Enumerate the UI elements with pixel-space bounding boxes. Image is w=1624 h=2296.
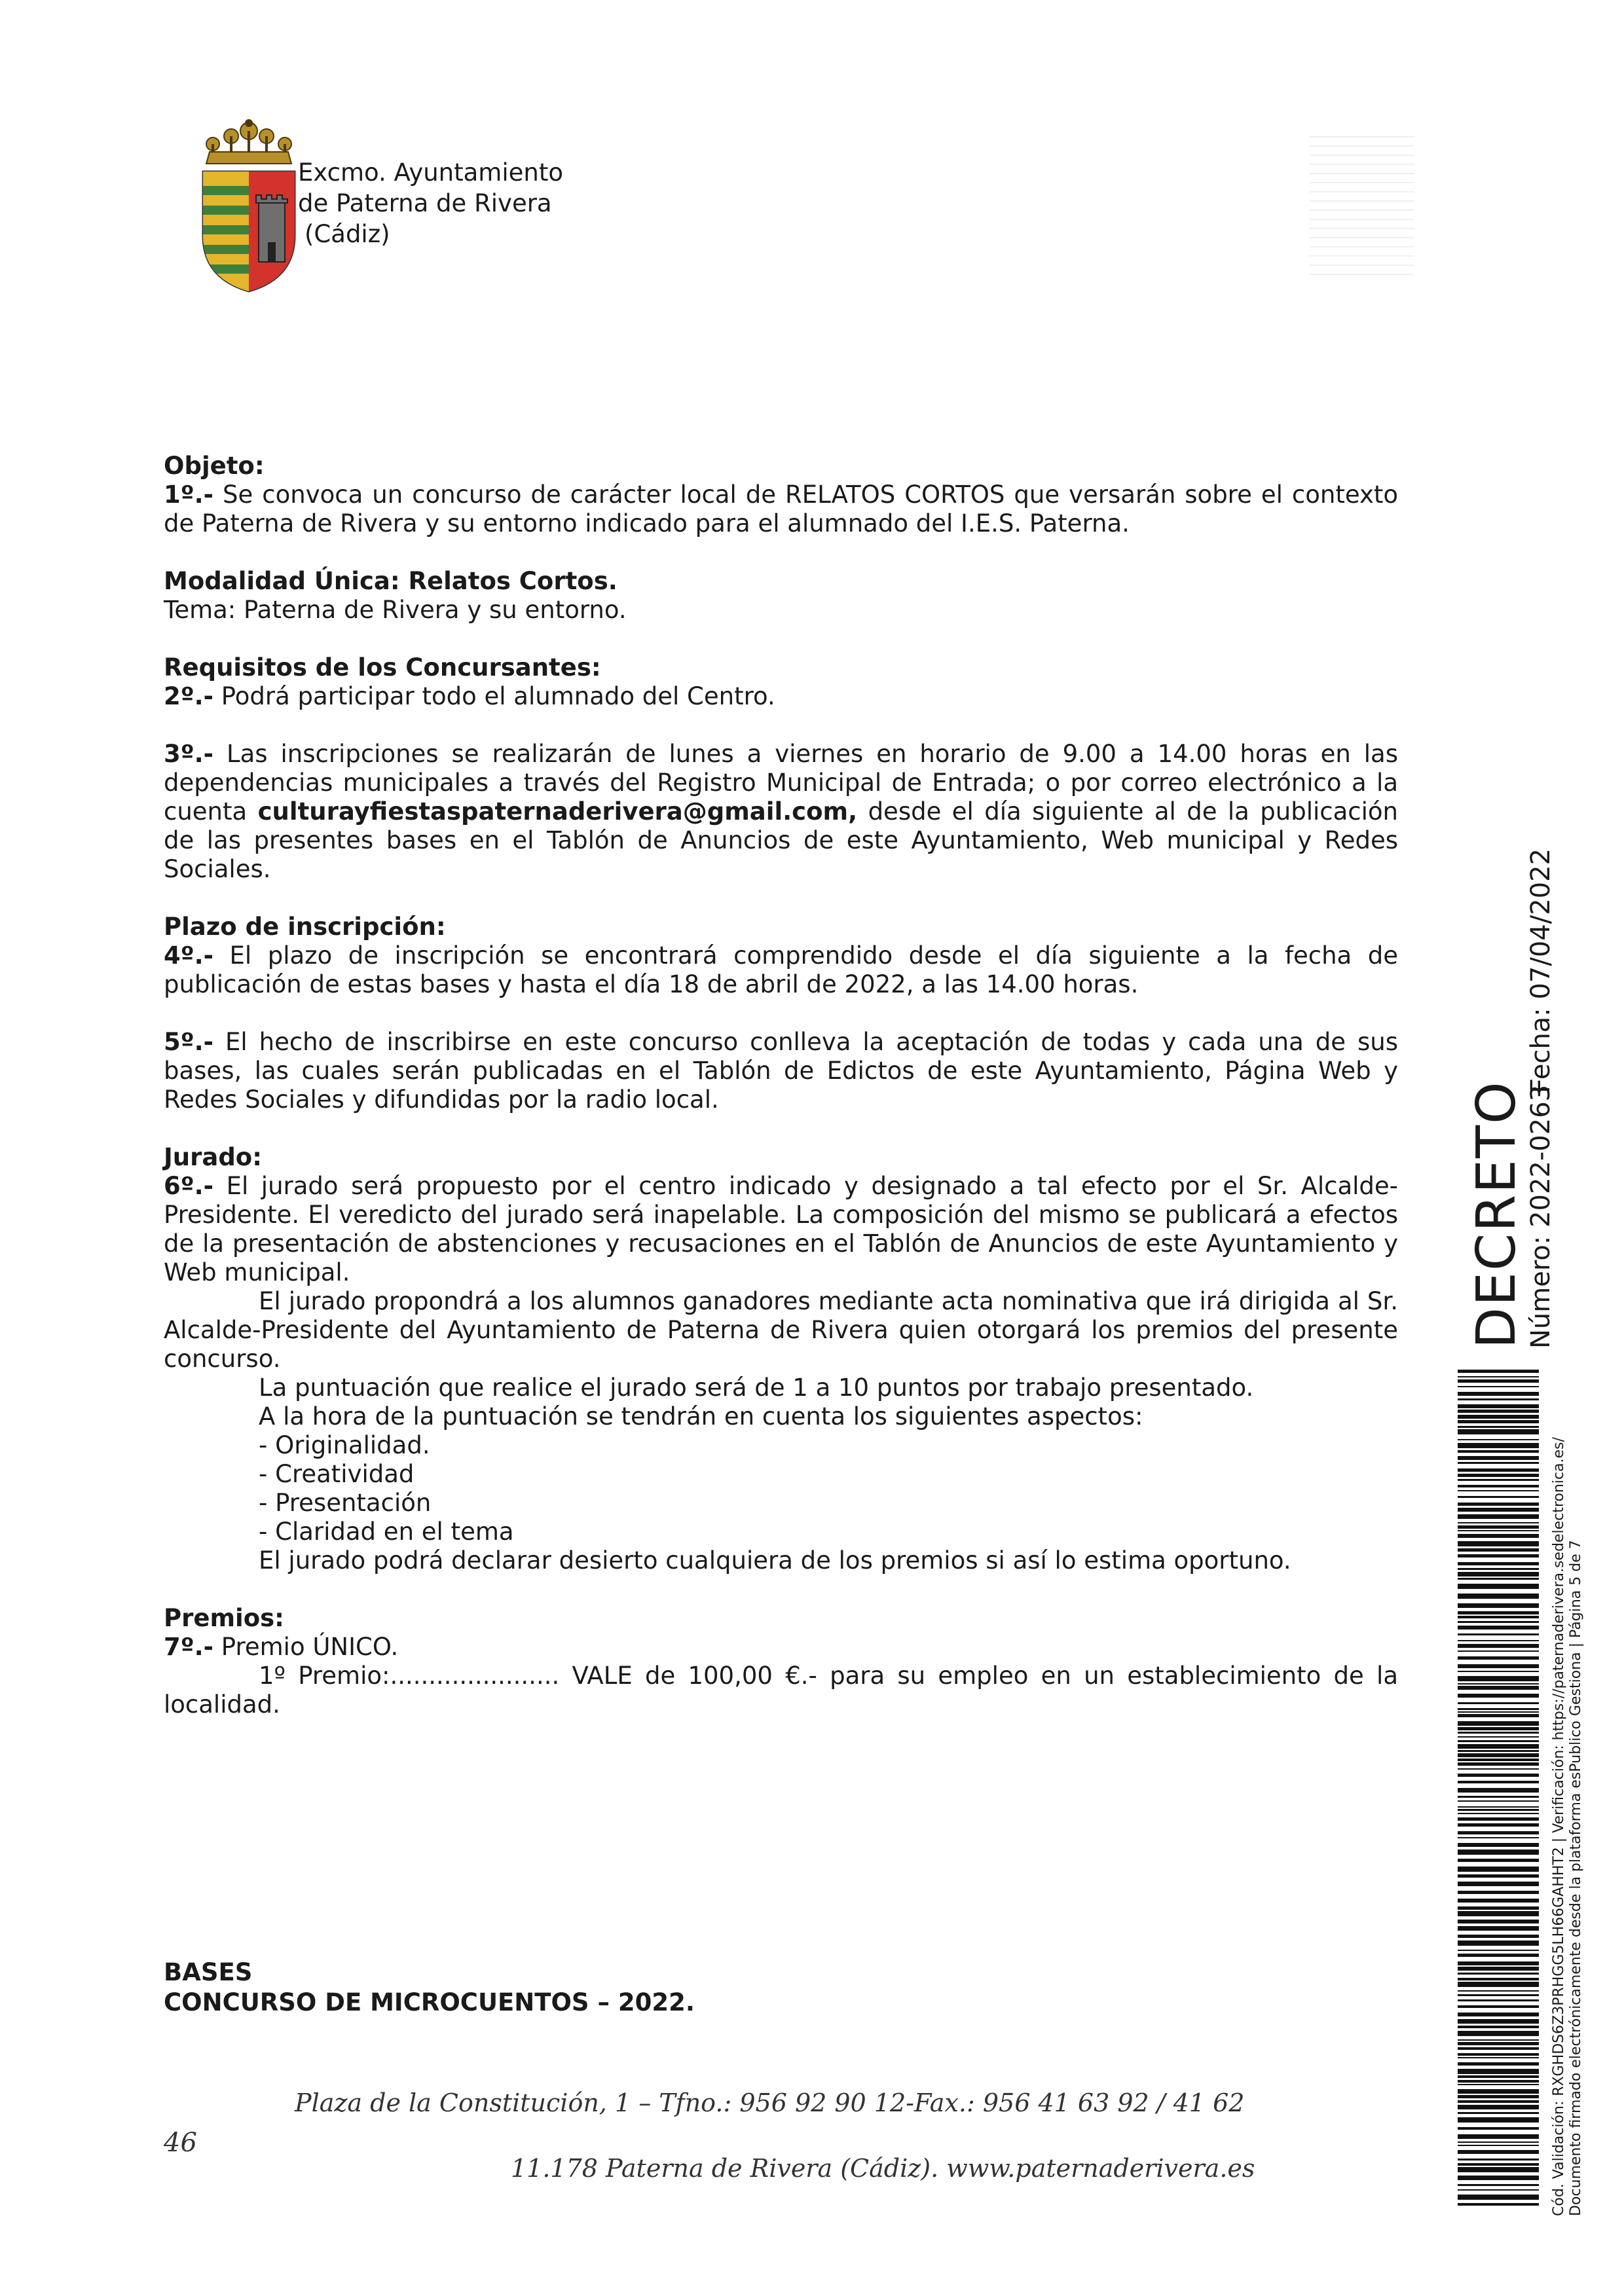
criteria-item: - Creatividad [259,1460,415,1488]
barcode-bar [1458,1721,1539,1726]
barcode-bar [1458,1508,1539,1512]
barcode-bar [1458,2047,1539,2050]
barcode-bar [1458,1831,1539,1834]
barcode-bar [1458,2145,1539,2146]
barcode-bar [1458,1740,1539,1742]
contact-email: culturayfiestaspaternaderivera@gmail.com, [257,797,858,826]
barcode-bar [1458,1370,1539,1373]
barcode-bar [1458,1911,1539,1916]
barcode-bar [1458,1823,1539,1827]
barcode-bar [1458,1982,1539,1987]
barcode-bar [1458,1656,1539,1660]
barcode-bar [1458,1744,1539,1749]
barcode-bar [1458,1686,1539,1690]
barcode-bar [1458,2100,1539,2103]
barcode-bar [1458,1640,1539,1641]
barcode-bar [1458,1671,1539,1672]
barcode-bar [1458,1633,1539,1635]
barcode-bar [1458,2005,1539,2008]
clause-number: 3º.- [164,740,214,768]
barcode-bar [1458,1753,1539,1757]
barcode-icon [1458,1370,1539,2208]
clause-text: Se convoca un concurso de carácter local de RELATOS CORTOS que versarán sobre el contexto de Paterna de Rivera y su entorno indicado para el alumnado del I.E.S. Paterna. [164,481,1398,538]
barcode-bar [1458,1788,1539,1793]
barcode-bar [1458,1800,1539,1802]
barcode-bar [1458,1578,1539,1580]
barcode-bar [1458,1568,1539,1570]
barcode-bar [1458,1994,1539,1996]
barcode-bar [1458,1522,1539,1523]
barcode-bar [1458,1398,1539,1400]
barcode-bar [1458,1429,1539,1434]
barcode-bar [1458,2069,1539,2074]
barcode-bar [1458,1611,1539,1614]
barcode-bar [1458,2075,1539,2078]
barcode-bar [1458,1990,1539,1992]
barcode-bar [1458,2013,1539,2016]
council-line-3: (Cádiz) [304,220,390,248]
section-heading-premios: Premios: [164,1604,284,1632]
barcode-bar [1458,1456,1539,1460]
barcode-bar [1458,2141,1539,2143]
barcode-bar [1458,2105,1539,2109]
barcode-bar [1458,2095,1539,2098]
barcode-bar [1458,2127,1539,2130]
barcode-bar [1458,2176,1539,2180]
clause-number: 4º.- [164,941,214,970]
barcode-bar [1458,1530,1539,1531]
barcode-bar [1458,1941,1539,1946]
barcode-bar [1458,1711,1539,1713]
clause-text: desde el día siguiente al de la publicación de las presentes bases en el Tablón de Anuncios de este Ayuntamiento, Web municipal y Redes Sociales. [164,797,1398,883]
barcode-bar [1458,1758,1539,1761]
barcode-bar [1458,1450,1539,1453]
jury-paragraph-2: El jurado propondrá a los alumnos ganadores mediante acta nominativa que irá dirigida al Sr. Alcalde-Presidente del Ayuntamiento de Paterna de Rivera quien otorgará los premios del presente concurso. [164,1287,1398,1373]
barcode-bar [1458,1386,1539,1387]
barcode-bar [1458,1420,1539,1423]
barcode-bar [1458,2117,1539,2123]
barcode-bar [1458,1496,1539,1498]
validation-line-2: Documento firmado electrónicamente desde la plataforma esPublico Gestiona | Página 5 de 7 [1568,1540,1584,2216]
barcode-bar [1458,1644,1539,1648]
barcode-bar [1458,1603,1539,1608]
barcode-bar [1458,1541,1539,1546]
first-prize: 1º Premio:...................... VALE de 100,00 €.- para su empleo en un establecimiento de la localidad. [164,1662,1398,1719]
barcode-bar [1458,2184,1539,2186]
barcode-bar [1458,2080,1539,2083]
barcode-bar [1458,1426,1539,1428]
barcode-bar [1458,1485,1539,1487]
barcode-bar [1458,1973,1539,1975]
barcode-bar [1458,1817,1539,1821]
footer-address: Plaza de la Constitución, 1 – Tfno.: 956 92 90 12-Fax.: 956 41 63 92 / 41 62 [295,2088,1245,2117]
clause-number: 6º.- [164,1172,214,1200]
clause-text: Podrá participar todo el alumnado del Centro. [213,682,775,710]
barcode-bar [1458,2019,1539,2024]
clause-text: Premio ÚNICO. [213,1633,399,1661]
footer-city-web: 11.178 Paterna de Rivera (Cádiz). www.paternaderivera.es [511,2154,1255,2183]
barcode-bar [1458,1950,1539,1951]
jury-paragraph-5: El jurado podrá declarar desierto cualquiera de los premios si así lo estima oportuno. [259,1546,1291,1575]
clause-number: 1º.- [164,481,214,509]
barcode-bar [1458,1850,1539,1855]
barcode-bar [1458,1616,1539,1618]
barcode-bar [1458,1774,1539,1777]
bases-body [164,452,1398,1719]
clause-text: Las inscripciones se realizarán de lunes a viernes en horario de 9.00 a 14.00 horas en las dependencias municipales a través del Registro Municipal de Entrada; o por correo electrónico a la cuenta [164,740,1398,826]
section-heading-requisitos: Requisitos de los Concursantes: [164,653,601,682]
section-heading-objeto: Objeto: [164,452,265,480]
decree-label: DECRETO [1466,1080,1528,1349]
barcode-bar [1458,1554,1539,1558]
barcode-bar [1458,1732,1539,1734]
clause-2 [164,682,1398,711]
barcode-bar [1458,1676,1539,1681]
barcode-bar [1458,2026,1539,2028]
validation-line-1: Cód. Validación: RXGHDS6Z3PRHGG5LH66GAHHT2 | Verificación: https://paternaderivera.sedelectronica.es/ [1551,1437,1567,2216]
barcode-bar [1458,1796,1539,1798]
barcode-bar [1458,2112,1539,2114]
barcode-bar [1458,1664,1539,1668]
barcode-bar [1458,2042,1539,2045]
barcode-bar [1458,1714,1539,1717]
barcode-bar [1458,1736,1539,1738]
bases-title-line-1: BASES [164,1958,253,1986]
barcode-bar [1458,1410,1539,1413]
barcode-bar [1458,1768,1539,1770]
barcode-bar [1458,1474,1539,1477]
barcode-bar [1458,1906,1539,1910]
barcode-bar [1458,1439,1539,1440]
barcode-bar [1458,2163,1539,2166]
clause-number: 2º.- [164,682,214,710]
clause-4 [164,941,1398,999]
barcode-bar [1458,2039,1539,2041]
barcode-bar [1458,1525,1539,1529]
barcode-bar [1458,1978,1539,1980]
barcode-bar [1458,1468,1539,1472]
barcode-bar [1458,1562,1539,1565]
barcode-bar [1458,1882,1539,1886]
barcode-bar [1458,1813,1539,1814]
barcode-bar [1458,1479,1539,1481]
barcode-bar [1458,2031,1539,2036]
barcode-bar [1458,1899,1539,1903]
barcode-bar [1458,1967,1539,1971]
barcode-bar [1458,1392,1539,1396]
bleed-through-texture [1310,131,1414,275]
barcode-bar [1458,1809,1539,1811]
theme-line: Tema: Paterna de Rivera y su entorno. [164,596,627,624]
barcode-bar [1458,1572,1539,1576]
barcode-bar [1458,1503,1539,1506]
decree-number: Número: 2022-0263 [1526,1084,1556,1349]
barcode-bar [1458,1626,1539,1630]
barcode-bar [1458,1727,1539,1730]
clause-number: 7º.- [164,1633,214,1661]
barcode-bar [1458,1708,1539,1710]
barcode-bar [1458,2062,1539,2066]
barcode-bar [1458,1750,1539,1752]
coat-of-arms-icon [193,118,304,295]
page-number: 46 [164,2128,197,2158]
barcode-bar [1458,1874,1539,1878]
validation-text [1551,1437,1585,2216]
jury-paragraph-4: A la hora de la puntuación se tendrán en cuenta los siguientes aspectos: [259,1402,1143,1430]
barcode-bar [1458,1867,1539,1872]
barcode-bar [1458,1621,1539,1623]
barcode-bar [1458,2134,1539,2139]
clause-3 [164,740,1398,884]
section-heading-modalidad: Modalidad Única: Relatos Cortos. [164,567,618,595]
barcode-bar [1458,2195,1539,2200]
criteria-item: - Presentación [259,1489,432,1517]
clause-number: 5º.- [164,1028,214,1056]
barcode-bar [1458,1462,1539,1464]
barcode-bar [1458,1584,1539,1589]
barcode-bar [1458,1843,1539,1847]
barcode-bar [1458,1999,1539,2001]
barcode-bar [1458,1762,1539,1766]
letterhead [193,118,612,314]
barcode-bar [1458,2203,1539,2206]
barcode-bar [1458,1514,1539,1519]
electronic-signature-strip [1454,848,1611,2219]
barcode-bar [1458,1415,1539,1419]
council-name [298,157,563,249]
section-heading-jurado: Jurado: [164,1143,263,1171]
barcode-bar [1458,2150,1539,2154]
barcode-bar [1458,1806,1539,1808]
clause-text: El jurado será propuesto por el centro indicado y designado a tal efecto por el Sr. Alcalde-Presidente. El veredicto del jurado será inapelable. La composición del mismo se publicará a efectos de la presentación de abstenciones y recusaciones en el Tablón de Anuncios de este Ayuntamiento y Web municipal. [164,1172,1398,1286]
barcode-bar [1458,1926,1539,1931]
barcode-bar [1458,1404,1539,1408]
barcode-bar [1458,2189,1539,2191]
barcode-bar [1458,1594,1539,1599]
barcode-bar [1458,1376,1539,1377]
jury-paragraph-3: La puntuación que realice el jurado será de 1 a 10 puntos por trabajo presentado. [259,1374,1254,1402]
bases-title-line-2: CONCURSO DE MICROCUENTOS – 2022. [164,1988,695,2016]
barcode-bar [1458,1534,1539,1538]
clause-5 [164,1028,1398,1114]
barcode-bar [1458,1859,1539,1862]
clause-6 [164,1172,1398,1287]
clause-text: El hecho de inscribirse en este concurso conlleva la aceptación de todas y cada una de sus bases, las cuales serán publicadas en el Tablón de Edictos de este Ayuntamiento, Página Web y Redes Sociales y difundidas por la radio local. [164,1028,1398,1114]
barcode-bar [1458,1702,1539,1704]
barcode-bar [1458,1781,1539,1783]
clause-1 [164,481,1398,538]
barcode-bar [1458,2053,1539,2056]
barcode-bar [1458,1891,1539,1894]
barcode-bar [1458,1490,1539,1491]
barcode-bar [1458,2084,1539,2085]
barcode-bar [1458,2167,1539,2172]
council-line-2: de Paterna de Rivera [298,189,552,217]
barcode-bar [1458,1954,1539,1957]
barcode-bar [1458,1548,1539,1552]
barcode-bar [1458,1837,1539,1838]
criteria-item: - Claridad en el tema [259,1518,514,1546]
letterhead-footer [164,2082,1408,2187]
barcode-bar [1458,2159,1539,2160]
decree-date: Fecha: 07/04/2022 [1526,848,1556,1093]
barcode-bar [1458,2057,1539,2058]
bases-title [164,1958,695,2018]
clause-text: El plazo de inscripción se encontrará comprendido desde el día siguiente a la fecha de publicación de estas bases y hasta el día 18 de abril de 2022, a las 14.00 horas. [164,941,1398,998]
barcode-bar [1458,1379,1539,1383]
clause-7 [164,1633,1398,1662]
barcode-bar [1458,1443,1539,1448]
barcode-bar [1458,1961,1539,1965]
barcode-bar [1458,1694,1539,1698]
barcode-bar [1458,2089,1539,2094]
criteria-item: - Originalidad. [259,1431,430,1459]
barcode-bar [1458,1683,1539,1685]
section-heading-plazo: Plazo de inscripción: [164,913,446,941]
council-line-1: Excmo. Ayuntamiento [298,158,563,187]
barcode-bar [1458,1935,1539,1938]
barcode-bar [1458,1920,1539,1923]
barcode-bar [1458,1650,1539,1652]
